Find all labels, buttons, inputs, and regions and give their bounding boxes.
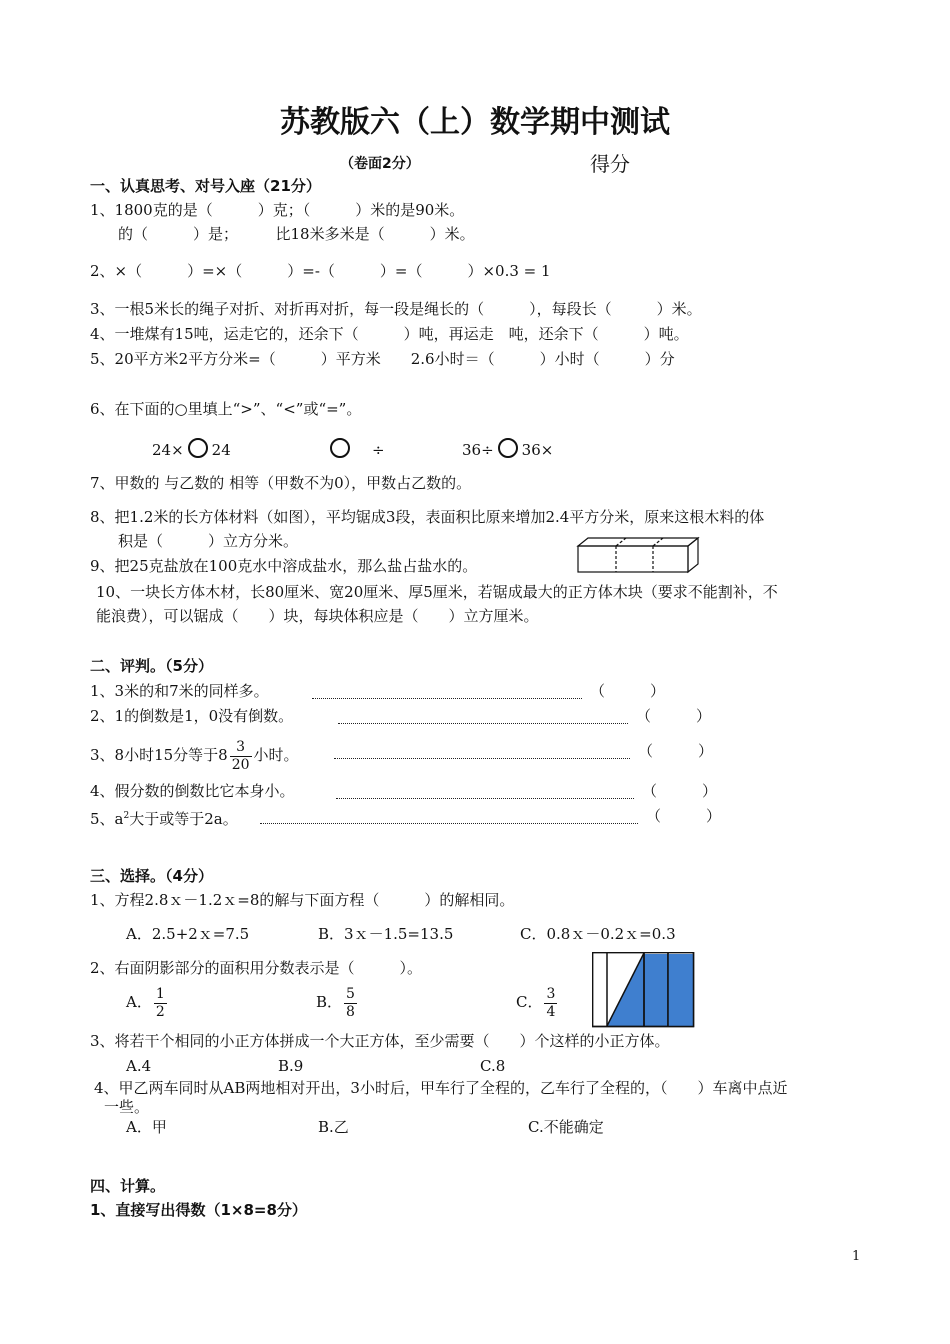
s3-q2-option-b[interactable] <box>316 982 359 1022</box>
page-number: 1 <box>852 1249 861 1264</box>
s1-q1-line1: 1、1800克的是（ ）克；（ ）米的是90米。 <box>90 201 465 219</box>
s3-q4-option-a[interactable]: A．甲 <box>126 1118 167 1136</box>
page-title: 苏教版六（上）数学期中测试 <box>280 105 670 140</box>
s2-q5-answer[interactable]: （ ） <box>646 807 722 825</box>
answer-leader-line <box>336 797 634 799</box>
s1-q6-item-c <box>462 438 553 460</box>
s2-q2: 2、1的倒数是1，0没有倒数。 <box>90 707 294 725</box>
s3-q3-option-c[interactable]: C.8 <box>480 1057 506 1075</box>
page-subtitle: （卷面2分） <box>340 156 420 172</box>
s2-q3-suffix: 小时。 <box>253 746 299 764</box>
option-label: A． <box>126 993 152 1011</box>
fraction-denominator: 8 <box>346 1003 355 1020</box>
fraction-denominator: 20 <box>231 756 250 773</box>
s3-q1-option-c[interactable]: C．0.8ｘ－0.2ｘ=0.3 <box>520 925 676 943</box>
s2-q5-text: 5、a <box>90 810 124 828</box>
section1-heading: 一、认真思考、对号入座（21分） <box>90 177 321 195</box>
fraction-numerator: 5 <box>346 985 355 1002</box>
s2-q3-answer[interactable]: （ ） <box>638 742 714 760</box>
s1-q6-c-right: 36× <box>521 441 554 459</box>
answer-leader-line <box>260 822 638 824</box>
fraction-numerator: 3 <box>230 739 252 757</box>
option-fraction <box>544 986 557 1021</box>
s3-q1-option-a[interactable]: A．2.5+2ｘ=7.5 <box>126 925 250 943</box>
s1-q6-b-text: ÷ <box>372 441 385 459</box>
compare-circle-icon[interactable] <box>188 438 208 458</box>
section4-heading: 四、计算。 <box>90 1177 166 1195</box>
s1-q6-a-right: 24 <box>211 441 231 459</box>
s1-q6-c-left: 36÷ <box>462 441 494 459</box>
s1-q1-line2: 的（ ）是； 比18米多米是（ ）米。 <box>118 225 475 243</box>
shaded-area-figure <box>592 952 696 1028</box>
answer-leader-line <box>334 757 630 759</box>
s3-q3-option-a[interactable]: A.4 <box>126 1057 152 1075</box>
s3-q2-option-a[interactable] <box>126 982 169 1022</box>
option-label: C． <box>516 993 543 1011</box>
s2-q4: 4、假分数的倒数比它本身小。 <box>90 782 295 800</box>
s1-q2: 2、×（ ）=×（ ）=-（ ）=（ ）×0.3 = 1 <box>90 262 551 280</box>
s2-q5 <box>90 806 238 829</box>
compare-circle-icon[interactable] <box>498 438 518 458</box>
s2-q3-text: 3、8小时15分等于8 <box>90 746 228 764</box>
section4-sub1: 1、直接写出得数（1×8=8分） <box>90 1201 307 1219</box>
s1-q10-line1: 10、一块长方体木材，长80厘米、宽20厘米、厚5厘米，若锯成最大的正方体木块（要求不能割补，不 <box>96 583 778 601</box>
s3-q3-option-b[interactable]: B.9 <box>278 1057 304 1075</box>
s3-q1-option-b[interactable]: B．3ｘ－1.5=13.5 <box>318 925 454 943</box>
fraction-denominator: 4 <box>546 1003 556 1020</box>
answer-leader-line <box>338 722 628 724</box>
s1-q4: 4、一堆煤有15吨，运走它的，还余下（ ）吨，再运走 吨，还余下（ ）吨。 <box>90 325 689 343</box>
s1-q6-item-a <box>152 438 231 460</box>
score-label: 得分 <box>590 152 630 176</box>
fraction-denominator: 2 <box>155 1003 165 1020</box>
s2-q4-answer[interactable]: （ ） <box>642 782 718 800</box>
s3-q1: 1、方程2.8ｘ－1.2ｘ=8的解与下面方程（ ）的解相同。 <box>90 891 515 909</box>
s2-q1: 1、3米的和7米的同样多。 <box>90 682 269 700</box>
s3-q4-option-c[interactable]: C.不能确定 <box>528 1118 604 1136</box>
s2-q1-answer[interactable]: （ ） <box>590 682 666 700</box>
answer-leader-line <box>312 697 582 699</box>
s3-q2: 2、右面阴影部分的面积用分数表示是（ ）。 <box>90 959 423 977</box>
s3-q4-option-b[interactable]: B.乙 <box>318 1118 349 1136</box>
section2-heading: 二、评判。（5分） <box>90 657 213 675</box>
s1-q7: 7、甲数的 与乙数的 相等（甲数不为0），甲数占乙数的。 <box>90 474 472 492</box>
section3-heading: 三、选择。（4分） <box>90 867 213 885</box>
cuboid-figure <box>576 536 700 576</box>
fraction-numerator: 3 <box>546 985 556 1002</box>
s1-q9: 9、把25克盐放在100克水中溶成盐水，那么盐占盐水的。 <box>90 557 478 575</box>
s2-q3-fraction <box>230 739 252 774</box>
s1-q6: 6、在下面的○里填上“>”、“<”或“=”。 <box>90 400 362 418</box>
s3-q4-line1: 4、甲乙两车同时从AB两地相对开出，3小时后，甲车行了全程的，乙车行了全程的，（ ）车离中点近 <box>94 1079 788 1097</box>
s3-q4-line2: 一些。 <box>104 1098 150 1116</box>
s1-q6-item-b <box>326 438 385 460</box>
s3-q3: 3、将若干个相同的小正方体拼成一个大正方体，至少需要（ ）个这样的小正方体。 <box>90 1032 670 1050</box>
option-fraction <box>154 986 167 1021</box>
option-label: B． <box>316 993 343 1011</box>
s1-q3: 3、一根5米长的绳子对折、对折再对折，每一段是绳长的（ ），每段长（ ）米。 <box>90 300 702 318</box>
s2-q2-answer[interactable]: （ ） <box>636 707 712 725</box>
fraction-numerator: 1 <box>155 985 165 1002</box>
s1-q6-a-left: 24× <box>152 441 184 459</box>
s2-q5-suffix: 大于或等于2a。 <box>129 810 238 828</box>
s2-q5-exponent: 2 <box>123 811 130 821</box>
s1-q8-line1: 8、把1.2米的长方体材料（如图），平均锯成3段，表面积比原来增加2.4平方分米，原来这根木料的体 <box>90 508 765 526</box>
s1-q8-line2: 积是（ ）立方分米。 <box>118 532 299 550</box>
option-fraction <box>344 986 357 1021</box>
compare-circle-icon[interactable] <box>330 438 350 458</box>
s2-q3 <box>90 735 299 775</box>
s3-q2-option-c[interactable] <box>516 982 559 1022</box>
s1-q5: 5、20平方米2平方分米=（ ）平方米 2.6小时＝（ ）小时（ ）分 <box>90 350 675 368</box>
s1-q10-line2: 能浪费），可以锯成（ ）块，每块体积应是（ ）立方厘米。 <box>96 607 539 625</box>
